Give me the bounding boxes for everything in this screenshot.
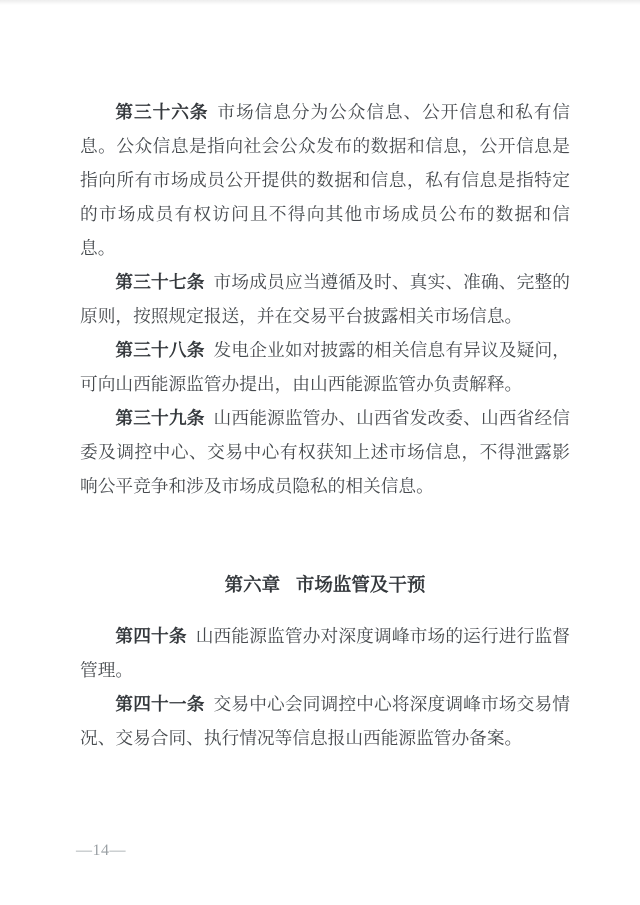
document-content (80, 95, 570, 755)
article-number-38: 第三十八条 (115, 340, 205, 360)
article-paragraph-41 (80, 687, 570, 755)
chapter-number: 第六章 (224, 576, 281, 596)
article-text-37: 市场成员应当遵循及时、真实、准确、完整的原则，按照规定报送，并在交易平台披露相关市场信息。 (80, 272, 570, 326)
article-number-39: 第三十九条 (115, 408, 205, 428)
article-number-41: 第四十一条 (115, 694, 205, 714)
article-paragraph-38 (80, 333, 570, 401)
article-paragraph-40 (80, 619, 570, 687)
article-text-39: 山西能源监管办、山西省发改委、山西省经信委及调控中心、交易中心有权获知上述市场信息，不得泄露影响公平竞争和涉及市场成员隐私的相关信息。 (80, 408, 570, 496)
article-paragraph-39 (80, 401, 570, 503)
article-text-40: 山西能源监管办对深度调峰市场的运行进行监督管理。 (80, 626, 570, 680)
article-paragraph-37 (80, 265, 570, 333)
article-text-41: 交易中心会同调控中心将深度调峰市场交易情况、交易合同、执行情况等信息报山西能源监管办备案。 (80, 694, 570, 748)
chapter-heading (80, 571, 570, 601)
article-paragraph-36 (80, 95, 570, 265)
article-number-36: 第三十六条 (115, 102, 209, 122)
article-number-40: 第四十条 (115, 626, 187, 646)
page-number: —14— (76, 842, 126, 859)
article-number-37: 第三十七条 (115, 272, 205, 292)
article-text-36: 市场信息分为公众信息、公开信息和私有信息。公众信息是指向社会公众发布的数据和信息，公开信息是指向所有市场成员公开提供的数据和信息，私有信息是指特定的市场成员有权访问且不得向其他市场成员公布的数据和信息。 (80, 102, 570, 258)
article-text-38: 发电企业如对披露的相关信息有异议及疑问，可向山西能源监管办提出，由山西能源监管办负责解释。 (80, 340, 570, 394)
chapter-title: 市场监管及干预 (295, 576, 426, 596)
